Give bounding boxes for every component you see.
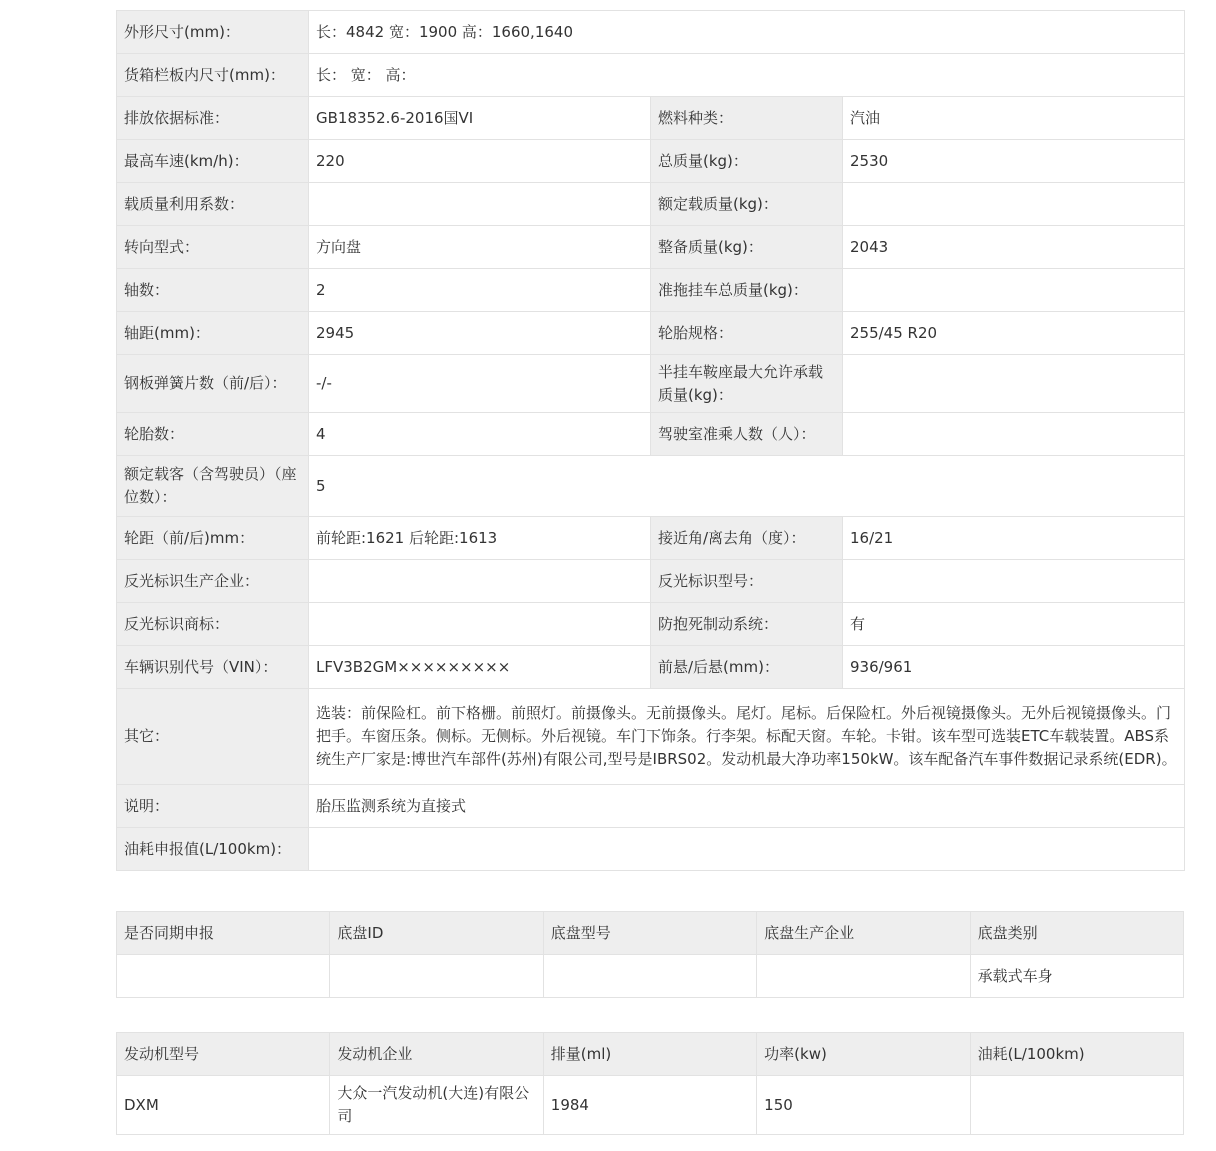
column-header: 是否同期申报 xyxy=(117,912,330,955)
spec-value xyxy=(843,183,1185,226)
spec-value: GB18352.6-2016国VI xyxy=(309,97,651,140)
spec-value: LFV3B2GM××××××××× xyxy=(309,646,651,689)
spec-row xyxy=(117,97,1185,140)
table-cell: 承载式车身 xyxy=(970,955,1183,998)
spec-label: 反光标识商标： xyxy=(117,603,309,646)
column-header: 底盘类别 xyxy=(970,912,1183,955)
spec-value: 方向盘 xyxy=(309,226,651,269)
spec-label: 半挂车鞍座最大允许承载质量(kg)： xyxy=(651,355,843,413)
spec-value xyxy=(309,603,651,646)
spec-value: 4 xyxy=(309,413,651,456)
table-cell: 大众一汽发动机(大连)有限公司 xyxy=(330,1076,543,1135)
spec-row xyxy=(117,140,1185,183)
spec-value: 2043 xyxy=(843,226,1185,269)
table-cell xyxy=(757,955,970,998)
spec-value: 2945 xyxy=(309,312,651,355)
column-header: 发动机企业 xyxy=(330,1033,543,1076)
spec-label: 轮距（前/后)mm： xyxy=(117,517,309,560)
spec-value: 5 xyxy=(309,456,1185,517)
spec-label: 轴数： xyxy=(117,269,309,312)
spec-label: 最高车速(km/h)： xyxy=(117,140,309,183)
spec-label: 油耗申报值(L/100km)： xyxy=(117,828,309,871)
spec-label: 准拖挂车总质量(kg)： xyxy=(651,269,843,312)
spec-row xyxy=(117,413,1185,456)
spec-row xyxy=(117,312,1185,355)
table-cell: 150 xyxy=(757,1076,970,1135)
spec-label: 反光标识型号： xyxy=(651,560,843,603)
spec-value xyxy=(843,560,1185,603)
spec-label: 说明： xyxy=(117,785,309,828)
spec-value: 长： 宽： 高： xyxy=(309,54,1185,97)
table-header-row xyxy=(117,1033,1184,1076)
spec-row-seats xyxy=(117,456,1185,517)
spec-label: 防抱死制动系统： xyxy=(651,603,843,646)
spec-value: 2530 xyxy=(843,140,1185,183)
spec-label: 燃料种类： xyxy=(651,97,843,140)
chassis-table xyxy=(116,911,1184,998)
engine-table xyxy=(116,1032,1184,1135)
spec-value: 前轮距:1621 后轮距:1613 xyxy=(309,517,651,560)
column-header: 底盘ID xyxy=(330,912,543,955)
spec-label: 接近角/离去角（度）： xyxy=(651,517,843,560)
vehicle-spec-table xyxy=(116,10,1185,871)
spec-value: 2 xyxy=(309,269,651,312)
spec-label: 轴距(mm)： xyxy=(117,312,309,355)
spec-label: 总质量(kg)： xyxy=(651,140,843,183)
spec-row xyxy=(117,517,1185,560)
spec-label: 整备质量(kg)： xyxy=(651,226,843,269)
spec-label: 驾驶室准乘人数（人）： xyxy=(651,413,843,456)
spec-value: -/- xyxy=(309,355,651,413)
spec-row-fuel-consumption xyxy=(117,828,1185,871)
spec-value: 936/961 xyxy=(843,646,1185,689)
spec-value xyxy=(309,183,651,226)
spec-row-dimensions xyxy=(117,11,1185,54)
spec-label: 转向型式： xyxy=(117,226,309,269)
spec-label: 额定载客（含驾驶员）（座位数）： xyxy=(117,456,309,517)
table-cell xyxy=(330,955,543,998)
table-row xyxy=(117,1076,1184,1135)
spec-label: 车辆识别代号（VIN）： xyxy=(117,646,309,689)
spec-value: 汽油 xyxy=(843,97,1185,140)
table-cell: DXM xyxy=(117,1076,330,1135)
spec-row xyxy=(117,183,1185,226)
column-header: 底盘型号 xyxy=(543,912,756,955)
table-cell xyxy=(117,955,330,998)
spec-row xyxy=(117,269,1185,312)
table-row xyxy=(117,955,1184,998)
spec-row xyxy=(117,560,1185,603)
table-header-row xyxy=(117,912,1184,955)
spec-value: 16/21 xyxy=(843,517,1185,560)
spec-label: 轮胎规格： xyxy=(651,312,843,355)
column-header: 油耗(L/100km) xyxy=(970,1033,1183,1076)
spec-label: 排放依据标准： xyxy=(117,97,309,140)
spec-value: 有 xyxy=(843,603,1185,646)
spec-label: 外形尺寸(mm)： xyxy=(117,11,309,54)
spec-label: 前悬/后悬(mm)： xyxy=(651,646,843,689)
spec-value: 255/45 R20 xyxy=(843,312,1185,355)
spec-value: 220 xyxy=(309,140,651,183)
spec-label: 额定载质量(kg)： xyxy=(651,183,843,226)
spec-value: 胎压监测系统为直接式 xyxy=(309,785,1185,828)
column-header: 发动机型号 xyxy=(117,1033,330,1076)
spec-value xyxy=(843,413,1185,456)
spec-row-cargo-box xyxy=(117,54,1185,97)
column-header: 底盘生产企业 xyxy=(757,912,970,955)
spec-value: 长：4842 宽：1900 高：1660,1640 xyxy=(309,11,1185,54)
table-cell xyxy=(543,955,756,998)
table-cell xyxy=(970,1076,1183,1135)
table-cell: 1984 xyxy=(543,1076,756,1135)
spec-label: 反光标识生产企业： xyxy=(117,560,309,603)
spec-value xyxy=(309,828,1185,871)
spec-row xyxy=(117,355,1185,413)
spec-label: 货箱栏板内尺寸(mm)： xyxy=(117,54,309,97)
column-header: 功率(kw) xyxy=(757,1033,970,1076)
spec-row-other xyxy=(117,689,1185,785)
spec-row xyxy=(117,603,1185,646)
spec-label: 载质量利用系数： xyxy=(117,183,309,226)
spec-row-note xyxy=(117,785,1185,828)
spec-value xyxy=(843,355,1185,413)
column-header: 排量(ml) xyxy=(543,1033,756,1076)
spec-label: 钢板弹簧片数（前/后）： xyxy=(117,355,309,413)
spec-value xyxy=(843,269,1185,312)
spec-label: 其它： xyxy=(117,689,309,785)
spec-value: 选装：前保险杠。前下格栅。前照灯。前摄像头。无前摄像头。尾灯。尾标。后保险杠。外后视镜摄像头。无外后视镜摄像头。门把手。车窗压条。侧标。无侧标。外后视镜。车门下饰条。行李架。标配天窗。车轮。卡钳。该车型可选装ETC车载装置。ABS系统生产厂家是:博世汽车部件(苏州)有限公司,型号是IBRS02。发动机最大净功率150kW。该车配备汽车事件数据记录系统(EDR)。 xyxy=(309,689,1185,785)
spec-label: 轮胎数： xyxy=(117,413,309,456)
spec-row xyxy=(117,226,1185,269)
spec-value xyxy=(309,560,651,603)
spec-row xyxy=(117,646,1185,689)
